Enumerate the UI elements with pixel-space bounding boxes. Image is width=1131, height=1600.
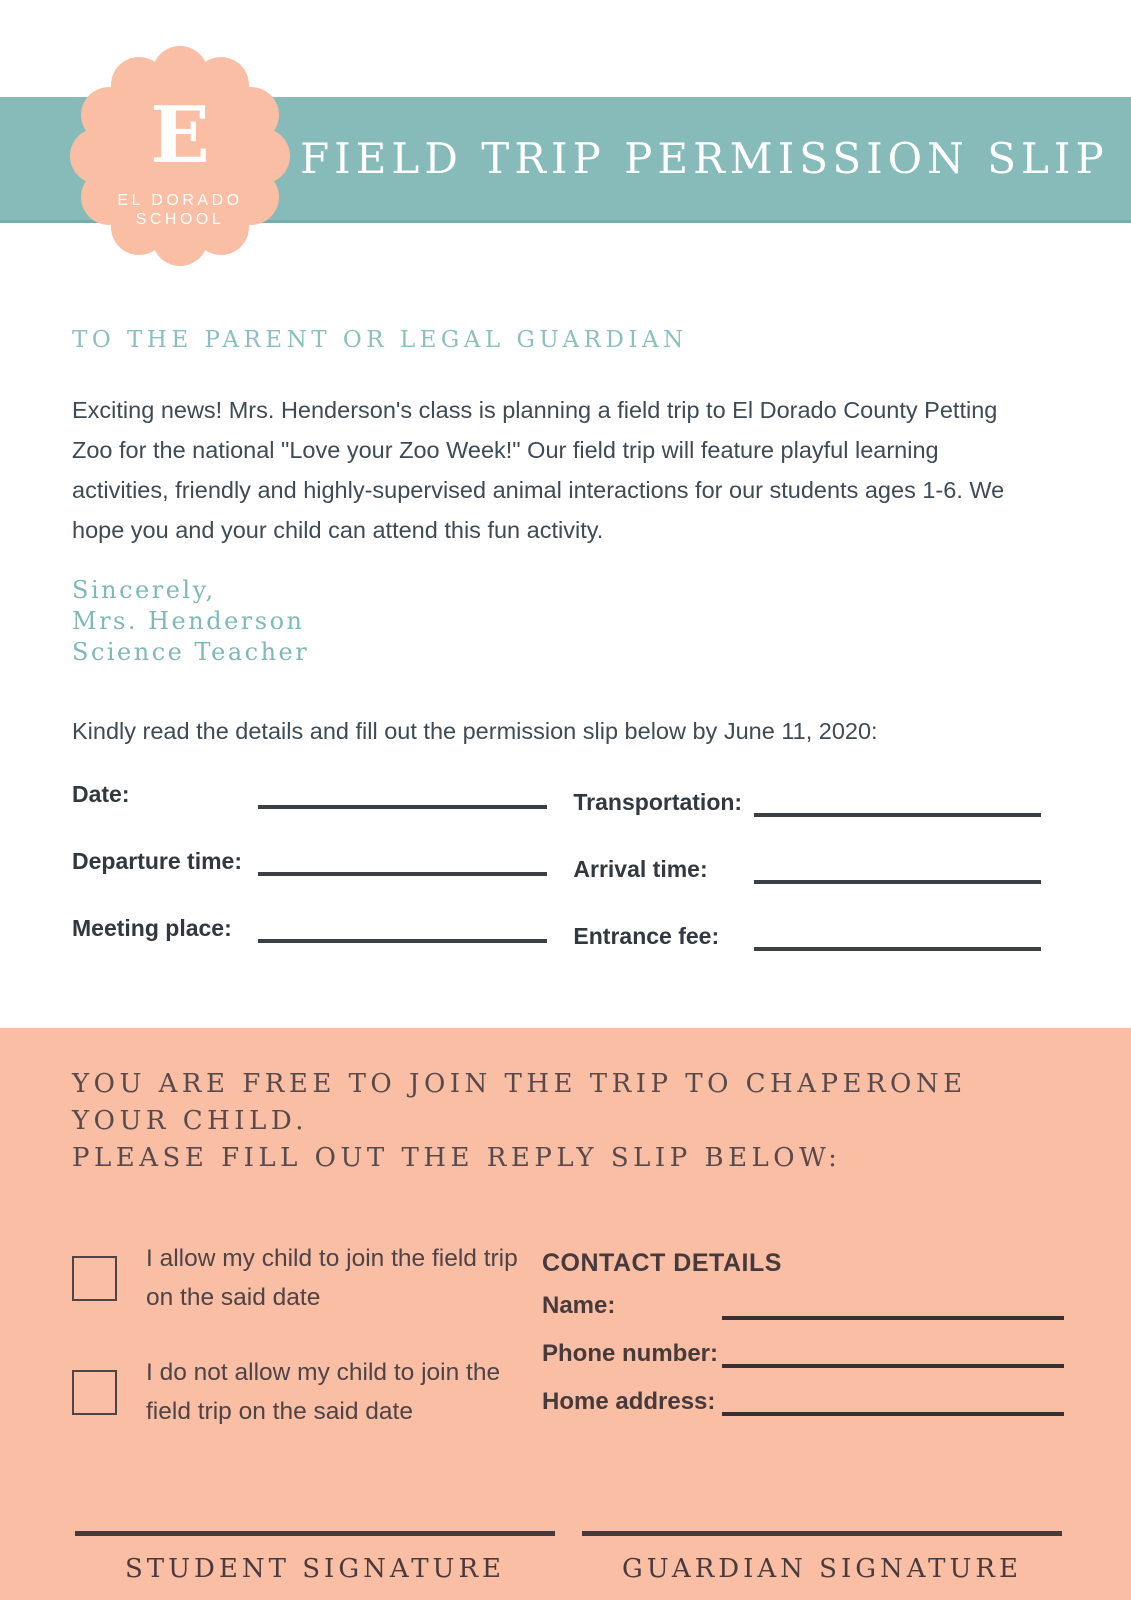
allow-option-row [72,1239,542,1317]
entrance-fee-field-row [573,923,1041,990]
departure-time-field-row [72,848,547,915]
date-field-row [72,781,547,848]
reply-heading-line1: YOU ARE FREE TO JOIN THE TRIP TO CHAPERONE YOUR CHILD. [72,1069,967,1136]
phone-number-blank-line [722,1364,1064,1368]
meeting-place-field-row [72,915,547,982]
trip-form-right-column [573,781,1041,990]
header [0,0,1131,228]
meeting-place-label: Meeting place: [72,915,232,941]
badge-content [70,46,290,266]
entrance-fee-blank-line [754,947,1041,951]
school-logo-badge [70,46,290,266]
phone-number-field-row [542,1340,1064,1388]
phone-number-label: Phone number: [542,1340,719,1367]
arrival-time-field-row [573,856,1041,923]
student-signature-label: STUDENT SIGNATURE [124,1554,505,1584]
guardian-signature-block [582,1531,1062,1584]
student-signature-line [75,1531,555,1536]
instruction-text: Kindly read the details and fill out the permission slip below by June 11, 2020: [72,718,878,744]
guardian-signature-line [582,1531,1062,1536]
school-name-line1: EL DORADO [117,191,243,209]
transportation-blank-line [754,813,1041,817]
meeting-place-blank-line [258,939,547,943]
name-field-row [542,1292,1064,1340]
reply-slip-heading [72,1066,1064,1177]
school-name-line2: SCHOOL [135,211,225,228]
contact-details-heading: CONTACT DETAILS [542,1249,782,1277]
arrival-time-label: Arrival time: [573,856,708,882]
school-initial: E [150,89,210,181]
disallow-option-row [72,1353,542,1431]
reply-heading-line2: PLEASE FILL OUT THE REPLY SLIP BELOW: [72,1143,842,1173]
letter-closing [72,575,1041,668]
allow-checkbox[interactable] [72,1256,117,1301]
permission-options [72,1239,542,1467]
closing-signer-role: Science Teacher [72,638,310,666]
arrival-time-blank-line [754,880,1041,884]
salutation-heading: TO THE PARENT OR LEGAL GUARDIAN [72,327,688,353]
closing-signer-name: Mrs. Henderson [72,607,305,635]
reply-slip-body [72,1239,1064,1467]
home-address-label: Home address: [542,1388,716,1415]
page-title: FIELD TRIP PERMISSION SLIP [300,134,1109,183]
home-address-field-row [542,1388,1064,1436]
contact-details [542,1239,1064,1467]
departure-time-blank-line [258,872,547,876]
letter-body-text: Exciting news! Mrs. Henderson's class is planning a field trip to El Dorado County Petting Zoo for the national "Love your Zoo Week!" Our field trip will feature playful learning activities, friendly and highly-supervised animal interactions for our students ages 1-6. We hope you and your child can attend this fun activity. [72,397,1005,543]
school-name [117,191,242,229]
signature-area [72,1531,1064,1584]
letter-section [0,225,1131,990]
transportation-label: Transportation: [573,789,743,815]
disallow-checkbox[interactable] [72,1370,117,1415]
departure-time-label: Departure time: [72,848,242,874]
date-blank-line [258,805,547,809]
name-label: Name: [542,1292,616,1319]
trip-details-form [72,781,1041,990]
student-signature-block [75,1531,555,1584]
name-blank-line [722,1316,1064,1320]
date-label: Date: [72,781,130,807]
disallow-option-label: I do not allow my child to join the field trip on the said date [146,1359,501,1425]
transportation-field-row [573,789,1041,856]
trip-form-left-column [72,781,547,990]
closing-line: Sincerely, [72,576,216,604]
guardian-signature-label: GUARDIAN SIGNATURE [622,1554,1022,1584]
allow-option-label: I allow my child to join the field trip on the said date [146,1245,518,1311]
entrance-fee-label: Entrance fee: [573,923,720,949]
home-address-blank-line [722,1412,1064,1416]
reply-slip-section [0,1028,1131,1600]
